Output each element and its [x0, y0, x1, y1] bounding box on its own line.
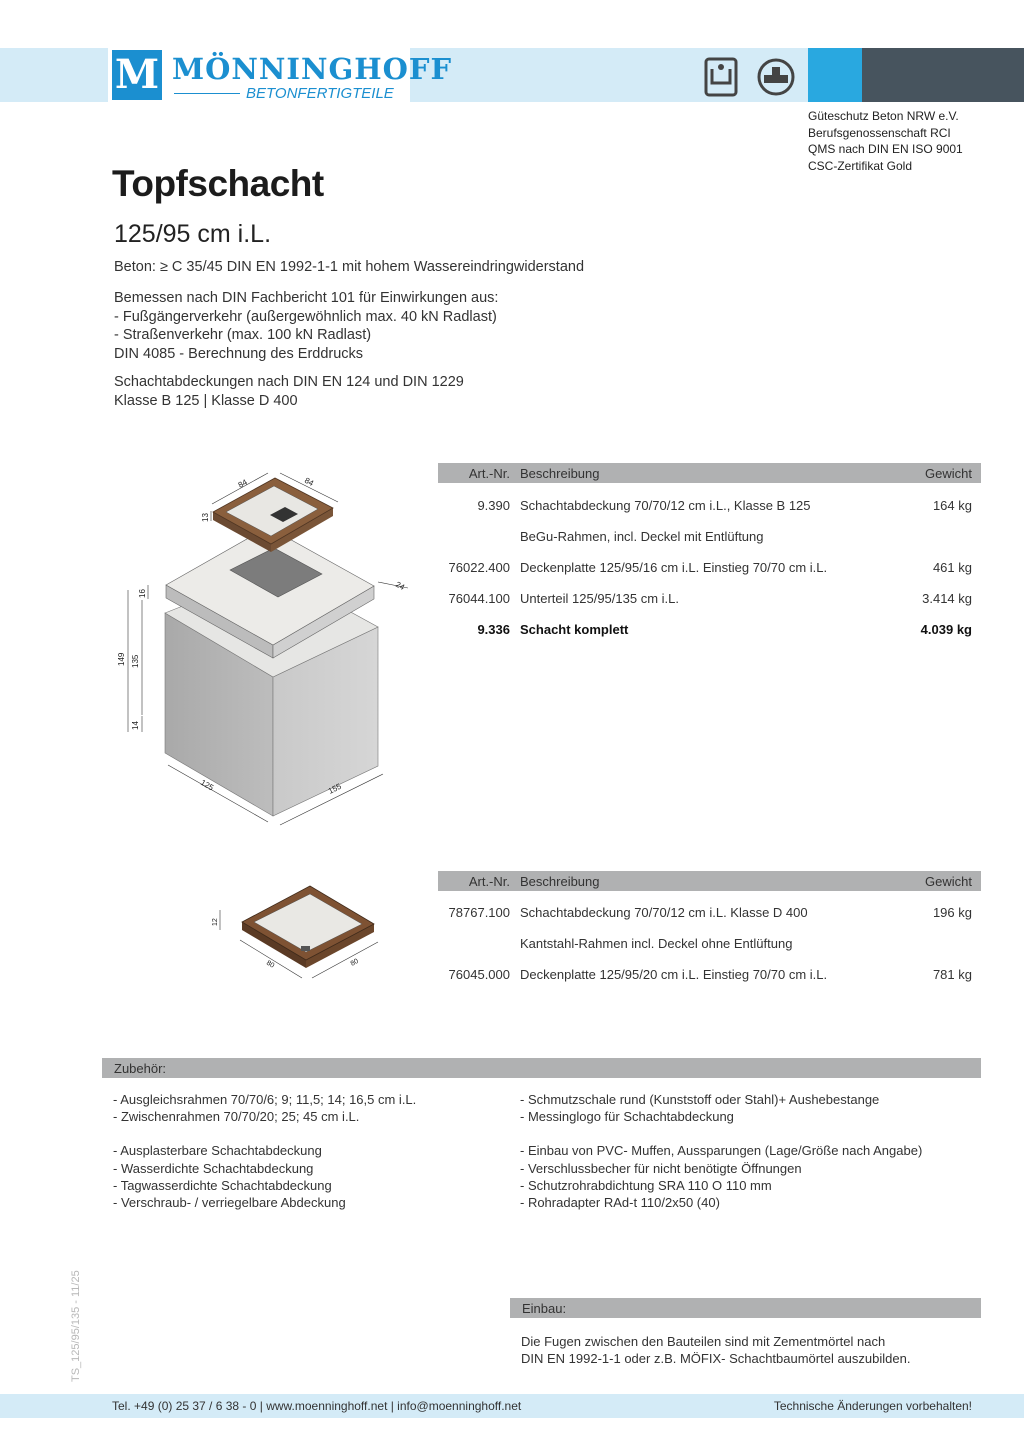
accessories-list-right: [520, 1091, 922, 1211]
cell-artnr: 9.390: [477, 498, 510, 513]
installation-line: Die Fugen zwischen den Bauteilen sind mit Zementmörtel nach: [521, 1334, 886, 1349]
cell-description: Unterteil 125/95/135 cm i.L.: [520, 591, 679, 606]
dim-label: 135: [131, 654, 140, 668]
dim-label: 16: [138, 589, 147, 598]
accessories-label: Zubehör:: [114, 1061, 167, 1076]
cert-line: CSC-Zertifikat Gold: [808, 158, 913, 173]
design-line: - Fußgängerverkehr (außergewöhnlich max. 40 kN Radlast): [114, 308, 497, 325]
lift-slot: [301, 946, 310, 951]
installation-header: [510, 1298, 981, 1318]
design-line: DIN 4085 - Berechnung des Erddrucks: [114, 345, 364, 362]
cell-description: Kantstahl-Rahmen incl. Deckel ohne Entlüftung: [520, 936, 793, 951]
cell-artnr: 76044.100: [448, 591, 510, 606]
cell-description: BeGu-Rahmen, incl. Deckel mit Entlüftung: [520, 529, 764, 544]
list-item: - Tagwasserdichte Schachtabdeckung: [113, 1177, 332, 1193]
col-artnr: Art.-Nr.: [468, 874, 510, 889]
cell-artnr: 78767.100: [448, 905, 510, 920]
header-accent-dark: [862, 48, 1024, 102]
quality-icons: [700, 55, 800, 99]
table-row: [438, 529, 981, 549]
table-row: [438, 905, 981, 925]
dim-label: 84: [303, 475, 316, 488]
brand-tagline: BETONFERTIGTEILE: [246, 85, 394, 102]
table-row: [438, 560, 981, 580]
table-row: [438, 936, 981, 956]
cell-weight: 4.039 kg: [920, 622, 972, 637]
table-row: [438, 498, 981, 518]
header-accent-blue: [808, 48, 862, 102]
safety-seal-icon: [759, 60, 793, 94]
list-item: - Schmutzschale rund (Kunststoff oder Stahl)+ Aushebestange: [520, 1092, 880, 1107]
cover-spec: [114, 373, 464, 410]
dim-label: 24: [394, 579, 407, 592]
cell-artnr: 9.336: [477, 622, 510, 637]
design-line: Bemessen nach DIN Fachbericht 101 für Einwirkungen aus:: [114, 290, 499, 306]
dim-label: 12: [212, 918, 219, 926]
dim-label: 13: [201, 513, 210, 522]
table2-header: [438, 871, 981, 891]
accessories-list-left: [113, 1091, 416, 1211]
cell-description: Deckenplatte 125/95/20 cm i.L. Einstieg 70/70 cm i.L.: [520, 967, 828, 982]
cell-artnr: 76022.400: [448, 560, 510, 575]
cover-line: Schachtabdeckungen nach DIN EN 124 und DIN 1229: [114, 374, 464, 390]
cover-line: Klasse B 125 | Klasse D 400: [114, 392, 298, 409]
cover-d400-drawing: [206, 880, 396, 992]
installation-text: [521, 1333, 910, 1367]
col-description: Beschreibung: [520, 874, 600, 889]
table-row-total: [438, 622, 981, 642]
list-item: - Zwischenrahmen 70/70/20; 25; 45 cm i.L.: [113, 1109, 360, 1125]
footer-contact[interactable]: Tel. +49 (0) 25 37 / 6 38 - 0 | www.moenninghoff.net | info@moenninghoff.net: [112, 1399, 522, 1413]
logo-mark: M: [112, 50, 162, 100]
table1-header: [438, 463, 981, 483]
footer-note: Technische Änderungen vorbehalten!: [773, 1399, 972, 1413]
page-subtitle: 125/95 cm i.L.: [114, 220, 272, 248]
col-description: Beschreibung: [520, 466, 600, 481]
list-item: - Verschlussbecher für nicht benötigte Öffnungen: [520, 1160, 802, 1176]
page-title: Topfschacht: [112, 163, 324, 204]
list-item: - Rohradapter RAd-t 110/2x50 (40): [520, 1195, 720, 1211]
cell-weight: 164 kg: [932, 498, 972, 513]
accessories-header: [102, 1058, 981, 1078]
dim-label: 149: [117, 652, 126, 666]
installation-line: DIN EN 1992-1-1 oder z.B. MÖFIX- Schachtbaumörtel auszubilden.: [521, 1351, 911, 1366]
cell-weight: 3.414 kg: [922, 591, 972, 606]
cert-line: QMS nach DIN EN ISO 9001: [808, 142, 963, 156]
dim-label: 155: [326, 781, 343, 796]
cell-weight: 196 kg: [932, 905, 972, 920]
logo-divider: [174, 93, 240, 94]
dim-label: 14: [131, 721, 140, 730]
list-item: - Messinglogo für Schachtabdeckung: [520, 1109, 734, 1125]
cell-artnr: 76045.000: [448, 967, 510, 982]
cell-weight: 461 kg: [932, 560, 972, 575]
list-item: - Wasserdichte Schachtabdeckung: [113, 1160, 314, 1176]
brand-name: MÖNNINGHOFF: [172, 52, 453, 86]
list-item: - Verschraub- / verriegelbare Abdeckung: [113, 1195, 346, 1211]
col-weight: Gewicht: [925, 466, 972, 481]
certifications: [808, 108, 963, 174]
list-item: - Schutzrohrabdichtung SRA 110 O 110 mm: [520, 1177, 772, 1193]
dim-label: 125: [199, 777, 216, 793]
document-code: TS_125/95/135 - 11/25: [70, 1270, 82, 1382]
cert-line: Güteschutz Beton NRW e.V.: [808, 109, 959, 123]
col-weight: Gewicht: [925, 874, 972, 889]
dim-label: 80: [349, 957, 360, 968]
cert-line: Berufsgenossenschaft RCI: [808, 125, 951, 140]
concrete-spec: Beton: ≥ C 35/45 DIN EN 1992-1-1 mit hohem Wassereindringwiderstand: [114, 259, 585, 275]
cell-description: Schacht komplett: [520, 622, 629, 637]
list-item: - Ausplasterbare Schachtabdeckung: [113, 1143, 322, 1159]
design-spec: [114, 289, 498, 363]
design-line: - Straßenverkehr (max. 100 kN Radlast): [114, 327, 372, 343]
cell-description: Schachtabdeckung 70/70/12 cm i.L. Klasse D 400: [520, 905, 808, 920]
cell-description: Schachtabdeckung 70/70/12 cm i.L., Klasse B 125: [520, 498, 811, 513]
footer: [0, 1394, 1024, 1418]
table-row: [438, 591, 981, 611]
cell-description: Deckenplatte 125/95/16 cm i.L. Einstieg 70/70 cm i.L.: [520, 560, 828, 575]
list-item: - Ausgleichsrahmen 70/70/6; 9; 11,5; 14; 16,5 cm i.L.: [113, 1092, 417, 1107]
dim-label: 84: [236, 477, 249, 490]
table-row: [438, 967, 981, 987]
shaft-drawing: [108, 470, 408, 830]
dim-label: 80: [265, 959, 276, 970]
concrete-quality-icon: [706, 59, 736, 95]
list-item: - Einbau von PVC- Muffen, Aussparungen (Lage/Größe nach Angabe): [520, 1143, 923, 1159]
col-artnr: Art.-Nr.: [468, 466, 510, 481]
installation-label: Einbau:: [522, 1301, 567, 1316]
cell-weight: 781 kg: [932, 967, 972, 982]
